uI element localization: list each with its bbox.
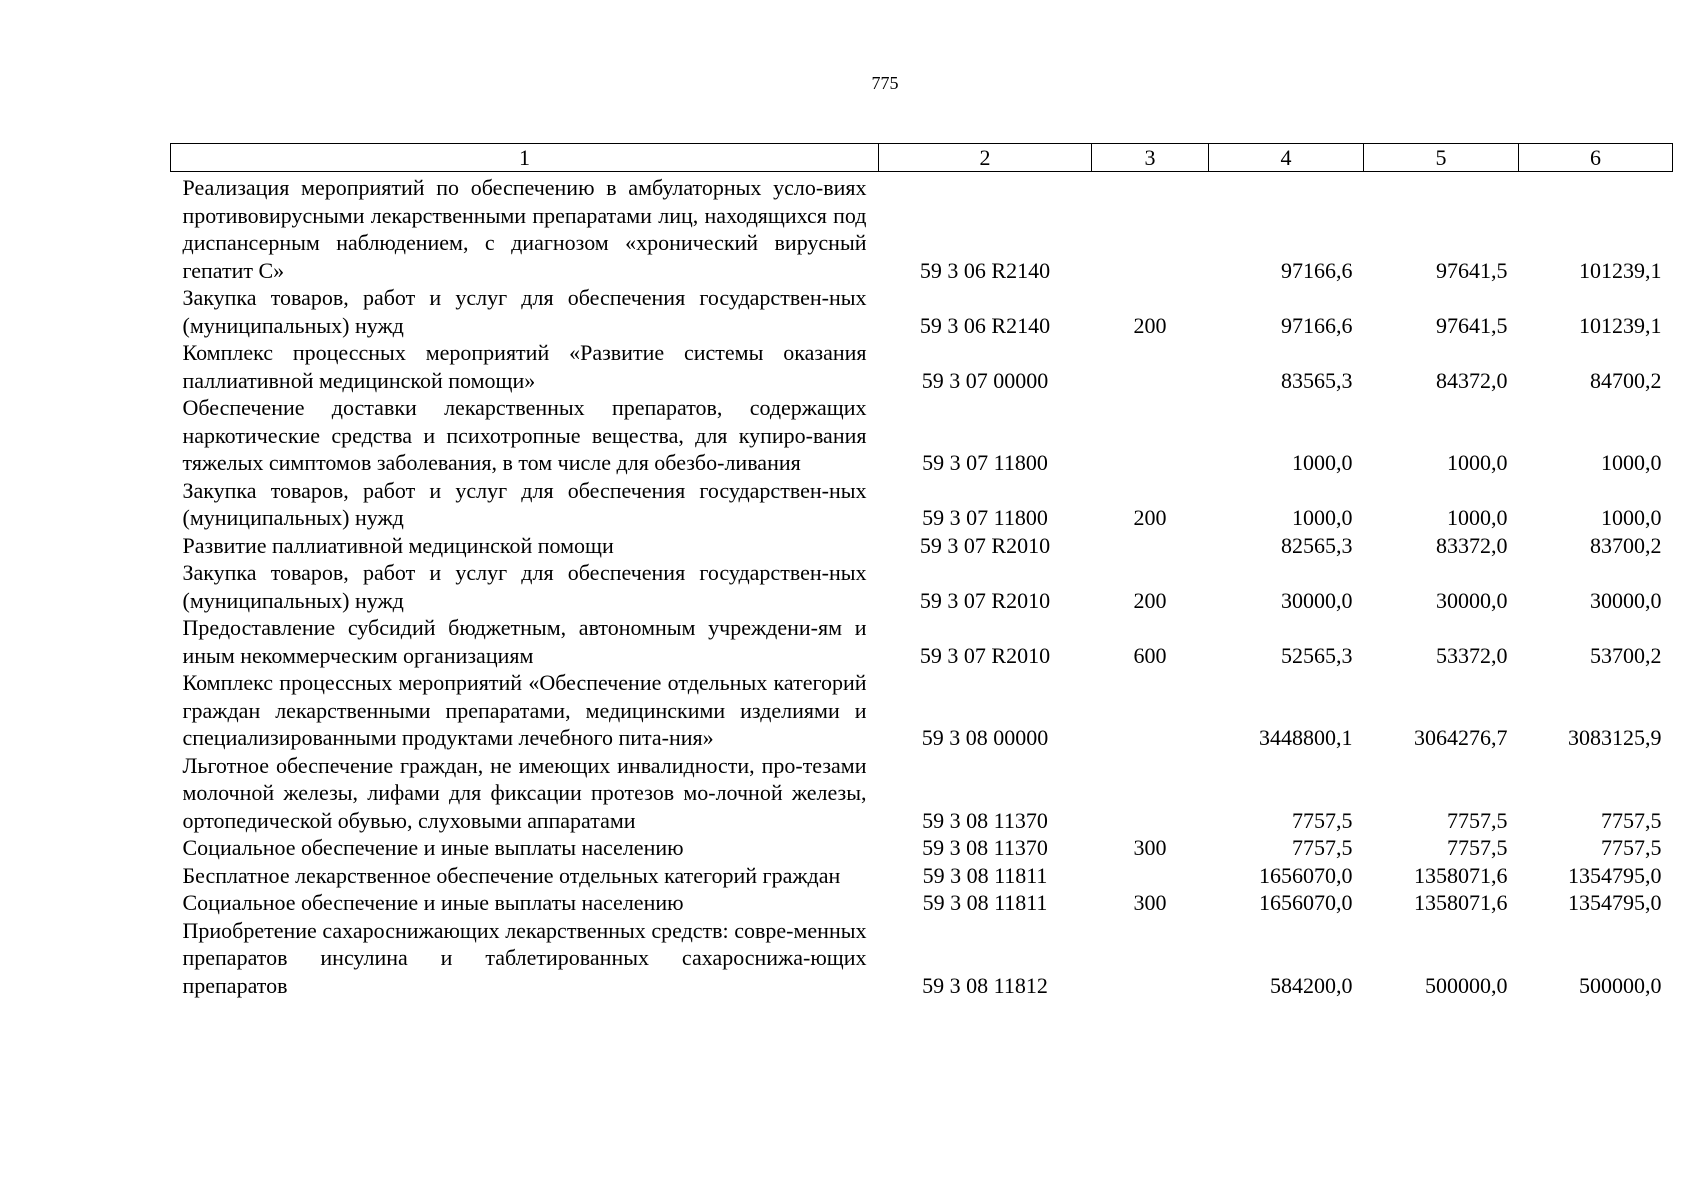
header-row [171, 144, 1673, 172]
row-value-6: 7757,5 [1601, 807, 1662, 833]
row-expense-type [1092, 752, 1209, 835]
row-value-5: 84372,0 [1436, 367, 1508, 393]
row-name: Закупка товаров, работ и услуг для обеспечения государствен-ных (муниципальных) нужд [182, 285, 867, 338]
table-row [171, 339, 1673, 394]
header-cell-5: 5 [1364, 144, 1519, 172]
row-value-4: 82565,3 [1281, 532, 1353, 558]
row-code: 59 3 08 11370 [922, 807, 1048, 833]
row-value-5: 1358071,6 [1414, 862, 1508, 888]
row-code: 59 3 08 00000 [921, 725, 1049, 750]
row-expense-type: 600 [1133, 642, 1167, 668]
row-value-4: 7757,5 [1292, 835, 1353, 860]
row-value-6: 1000,0 [1601, 450, 1662, 475]
row-value-6: 1000,0 [1601, 505, 1662, 530]
row-name: Закупка товаров, работ и услуг для обеспечения государствен-ных (муниципальных) нужд [182, 560, 867, 613]
row-name: Комплекс процессных мероприятий «Обеспечение отдельных категорий граждан лекарственными препаратами, медицинскими изделиями и специализированными продуктами лечебного пита-ния» [182, 670, 867, 750]
header-cell-3: 3 [1092, 144, 1209, 172]
row-value-4: 97166,6 [1281, 257, 1353, 283]
row-value-5: 3064276,7 [1414, 725, 1508, 750]
row-value-6: 7757,5 [1601, 835, 1662, 860]
table-row [171, 532, 1673, 560]
row-code: 59 3 07 11800 [922, 450, 1048, 475]
table-row [171, 752, 1673, 835]
table-row [171, 172, 1673, 285]
row-value-4: 83565,3 [1281, 367, 1353, 393]
row-code: 59 3 07 11800 [922, 505, 1048, 530]
header-cell-4: 4 [1209, 144, 1364, 172]
row-name: Бесплатное лекарственное обеспечение отдельных категорий граждан [182, 862, 841, 888]
row-value-6: 500000,0 [1579, 972, 1662, 998]
row-value-5: 53372,0 [1436, 642, 1508, 668]
row-code: 59 3 08 11811 [922, 862, 1048, 888]
table-row [171, 889, 1673, 917]
row-value-4: 1000,0 [1292, 505, 1353, 530]
row-value-4: 584200,0 [1270, 972, 1353, 998]
row-name: Реализация мероприятий по обеспечению в амбулаторных усло-виях противовирусными лекарственными препаратами лиц, находящихся под диспансерным наблюдением, с диагнозом «хронический вирусный гепатит С» [182, 175, 867, 283]
row-value-5: 30000,0 [1436, 587, 1508, 613]
row-value-4: 1000,0 [1292, 450, 1353, 475]
row-value-5: 97641,5 [1436, 257, 1508, 283]
row-value-5: 7757,5 [1447, 835, 1508, 860]
row-value-5: 83372,0 [1436, 532, 1508, 558]
table-row [171, 284, 1673, 339]
row-expense-type: 200 [1133, 312, 1167, 338]
row-name: Приобретение сахароснижающих лекарственных средств: совре-менных препаратов инсулина и таблетированных сахароснижа-ющих препаратов [182, 917, 867, 998]
row-value-4: 1656070,0 [1259, 862, 1353, 888]
row-name: Предоставление субсидий бюджетным, автономным учреждени-ям и иным некоммерческим организациям [182, 615, 867, 668]
header-cell-6: 6 [1519, 144, 1673, 172]
row-expense-type [1092, 669, 1209, 752]
table-row [171, 862, 1673, 890]
row-name: Обеспечение доставки лекарственных препаратов, содержащих наркотические средства и психотропные вещества, для купиро-вания тяжелых симптомов заболевания, в том числе для обезбо-ливания [182, 395, 867, 475]
row-value-5: 1000,0 [1447, 450, 1508, 475]
row-value-5: 500000,0 [1425, 972, 1508, 998]
row-name: Социальное обеспечение и иные выплаты населению [182, 835, 684, 860]
row-code: 59 3 07 R2010 [919, 642, 1051, 668]
row-value-6: 101239,1 [1579, 312, 1662, 338]
row-value-5: 7757,5 [1447, 807, 1508, 833]
row-expense-type: 300 [1133, 890, 1167, 915]
budget-table [170, 143, 1673, 999]
row-value-4: 97166,6 [1281, 312, 1353, 338]
header-cell-1: 1 [171, 144, 879, 172]
table-row [171, 559, 1673, 614]
row-code: 59 3 07 R2010 [919, 587, 1051, 613]
table-header [171, 144, 1673, 172]
row-name: Развитие паллиативной медицинской помощи [182, 532, 614, 558]
row-name: Комплекс процессных мероприятий «Развитие системы оказания паллиативной медицинской помощи» [182, 340, 867, 393]
row-value-4: 3448800,1 [1259, 725, 1353, 750]
row-value-6: 83700,2 [1590, 532, 1662, 558]
table-row [171, 834, 1673, 862]
row-code: 59 3 08 11811 [922, 890, 1048, 915]
row-value-6: 3083125,9 [1568, 725, 1662, 750]
row-value-6: 1354795,0 [1568, 890, 1662, 915]
row-value-6: 101239,1 [1579, 257, 1662, 283]
row-expense-type: 200 [1133, 505, 1167, 530]
row-value-6: 84700,2 [1590, 367, 1662, 393]
row-value-4: 1656070,0 [1259, 890, 1353, 915]
row-expense-type [1092, 917, 1209, 1000]
row-value-4: 7757,5 [1292, 807, 1353, 833]
row-code: 59 3 07 R2010 [919, 532, 1051, 558]
row-expense-type: 200 [1133, 587, 1167, 613]
row-value-6: 1354795,0 [1568, 862, 1662, 888]
row-expense-type [1092, 339, 1209, 394]
row-code: 59 3 06 R2140 [919, 257, 1051, 283]
row-name: Закупка товаров, работ и услуг для обеспечения государствен-ных (муниципальных) нужд [182, 477, 867, 530]
row-code: 59 3 07 00000 [921, 367, 1049, 393]
row-value-6: 53700,2 [1590, 642, 1662, 668]
row-name: Льготное обеспечение граждан, не имеющих инвалидности, про-тезами молочной железы, лифами для фиксации протезов мо-лочной железы, ортопедической обувью, слуховыми аппаратами [182, 752, 867, 833]
row-expense-type [1092, 532, 1209, 560]
page-number: 775 [871, 73, 899, 93]
row-expense-type: 300 [1133, 835, 1167, 860]
table-row [171, 477, 1673, 532]
row-value-4: 30000,0 [1281, 587, 1353, 613]
row-expense-type [1092, 862, 1209, 890]
row-value-6: 30000,0 [1590, 587, 1662, 613]
row-value-5: 97641,5 [1436, 312, 1508, 338]
table-row [171, 394, 1673, 477]
header-cell-2: 2 [879, 144, 1092, 172]
row-code: 59 3 08 11812 [922, 972, 1048, 998]
row-expense-type [1092, 394, 1209, 477]
table-row [171, 669, 1673, 752]
row-name: Социальное обеспечение и иные выплаты населению [182, 890, 684, 915]
table-body [171, 172, 1673, 1000]
row-value-5: 1358071,6 [1414, 890, 1508, 915]
row-expense-type [1092, 172, 1209, 285]
row-value-4: 52565,3 [1281, 642, 1353, 668]
table-row [171, 614, 1673, 669]
table-row [171, 917, 1673, 1000]
row-value-5: 1000,0 [1447, 505, 1508, 530]
row-code: 59 3 08 11370 [922, 835, 1048, 860]
row-code: 59 3 06 R2140 [919, 312, 1051, 338]
